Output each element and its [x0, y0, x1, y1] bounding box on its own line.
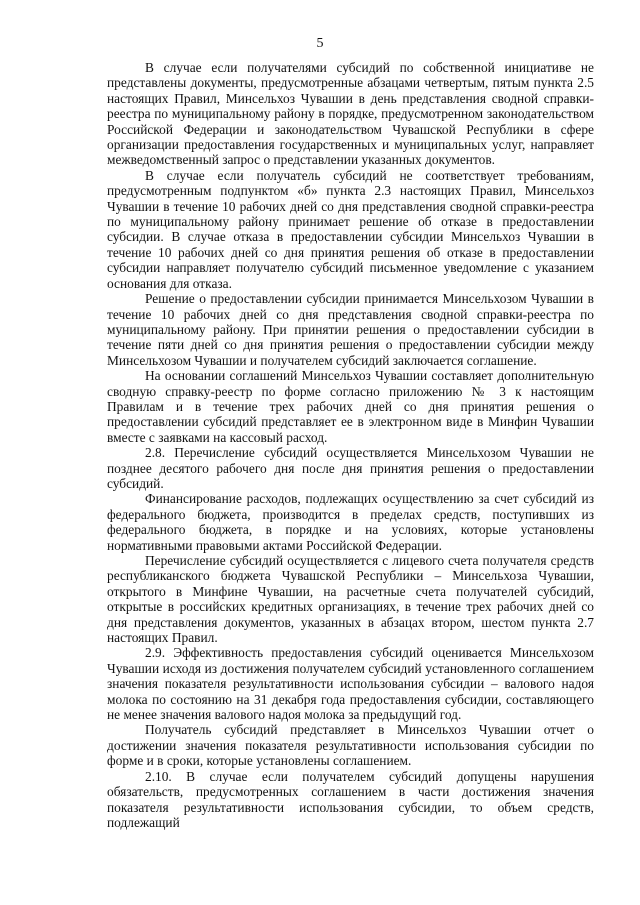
paragraph-5: 2.8. Перечисление субсидий осуществляется Минсельхозом Чувашии не позднее десятого рабочего дня после дня принятия решения о предоставлении субсидий.: [107, 445, 594, 491]
paragraph-8: 2.9. Эффективность предоставления субсидий оценивается Минсельхозом Чувашии исходя из достижения получателем субсидий установленного соглашением значения показателя результативности использования субсидии – валового надоя молока по состоянию на 31 декабря года предоставления субсидии, составляющего не менее значения валового надоя молока за предыдущий год.: [107, 645, 594, 723]
paragraph-7: Перечисление субсидий осуществляется с лицевого счета получателя средств республиканского бюджета Чувашской Республики – Минсельхоза Чувашии, открытого в Минфине Чувашии, на расчетные счета получателей субсидий, открытые в российских кредитных организациях, в течение трех рабочих дней со дня представления документов, указанных в абзацах втором, шестом пункта 2.7 настоящих Правил.: [107, 553, 594, 646]
paragraph-2: В случае если получатель субсидий не соответствует требованиям, предусмотренным подпунктом «б» пункта 2.3 настоящих Правил, Минсельхоз Чувашии в течение 10 рабочих дней со дня представления сводной справки-реестра по муниципальному району принимает решение об отказе в предоставлении субсидии. В случае отказа в предоставлении субсидии Минсельхоз Чувашии в течение 10 рабочих дней со дня принятия решения об отказе в предоставлении субсидии направляет получателю субсидий письменное уведомление с указанием основания для отказа.: [107, 167, 594, 291]
page-number: 5: [316, 36, 324, 51]
paragraph-4: На основании соглашений Минсельхоз Чувашии составляет дополнительную сводную справку-реестр по форме согласно приложению № 3 к настоящим Правилам и в течение трех рабочих дней со дня принятия решения о предоставлении субсидий представляет ее в электронном виде в Минфин Чувашии вместе с заявками на кассовый расход.: [107, 368, 594, 445]
paragraph-1: В случае если получателями субсидий по собственной инициативе не представлены документы, предусмотренные абзацами четвертым, пятым пункта 2.5 настоящих Правил, Минсельхоз Чувашии в день представления сводной справки-реестра по муниципальному району в порядке, предусмотренном законодательством Российской Федерации и законодательством Чувашской Республики в сфере организации предоставления государственных и муниципальных услуг, направляет межведомственный запрос о представлении указанных документов.: [107, 60, 594, 168]
paragraph-3: Решение о предоставлении субсидии принимается Минсельхозом Чувашии в течение 10 рабочих дней со дня представления сводной справки-реестра по муниципальному району. При принятии решения о предоставлении субсидии в течение пяти дней со дня принятия решения о предоставлении субсидии между Минсельхозом Чувашии и получателем субсидий заключается соглашение.: [107, 291, 594, 368]
paragraph-9: Получатель субсидий представляет в Минсельхоз Чувашии отчет о достижении значения показателя результативности использования субсидии по форме и в сроки, которые установлены соглашением.: [107, 722, 594, 769]
paragraph-6: Финансирование расходов, подлежащих осуществлению за счет субсидий из федерального бюджета, производится в пределах средств, поступивших из федерального бюджета, в порядке и на условиях, которые установлены нормативными правовыми актами Российской Федерации.: [107, 491, 594, 553]
body-text: [107, 60, 594, 830]
paragraph-10: 2.10. В случае если получателем субсидий допущены нарушения обязательств, предусмотренных соглашением в части достижения значения показателя результативности использования субсидии, то объем средств, подлежащий: [107, 768, 594, 830]
